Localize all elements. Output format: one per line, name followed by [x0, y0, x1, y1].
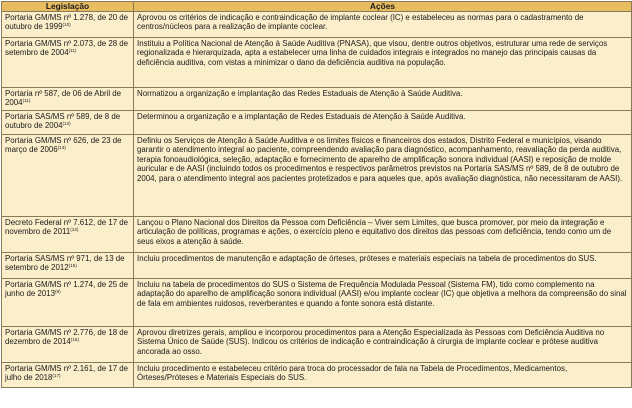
action-cell: Aprovou diretrizes gerais, ampliou e incorporou procedimentos para a Atenção Especializada às Pessoas com Deficiência Auditiva no Sistema Único de Saúde (SUS). Indicou os critérios de indicação e contraindicação à cirurgia de implante coclear e prótese auditiva ancorada ao osso.	[134, 327, 632, 363]
header-legislacao: Legislação	[2, 2, 134, 12]
reference-sup: (16)	[70, 337, 79, 343]
table-row	[2, 363, 632, 388]
action-cell: Incluiu procedimento e estabeleceu critério para troca do processador de fala na Tabela de Procedimentos, Medicamentos, Órteses/Próteses e Materiais Especiais do SUS.	[134, 363, 632, 388]
reference-sup: (8)	[55, 289, 61, 295]
reference-sup: (14)	[70, 227, 79, 233]
reference-sup: (13)	[57, 145, 66, 151]
reference-sup: (11)	[68, 48, 77, 54]
legislation-cell	[2, 111, 134, 135]
legislation-text: Portaria GM/MS nº 1.278, de 20 de outubro de 1999	[5, 13, 129, 32]
action-cell: Incluiu na tabela de procedimentos do SUS o Sistema de Frequência Modulada Pessoal (Sistema FM), tido como complemento na adaptação do aparelho de amplificação sonora individual (AASI) e/ou implante coclear (IC) que objetiva a melhora da compreensão do sinal de fala em ambientes ruidosos, reverberantes e quando a fonte sonora está distante.	[134, 279, 632, 327]
legislation-text: Decreto Federal nº 7.612, de 17 de novembro de 2011	[5, 218, 129, 237]
legislation-text: Portaria GM/MS nº 626, de 23 de março de 2006	[5, 136, 122, 155]
table-row	[2, 253, 632, 279]
action-cell: Incluiu procedimentos de manutenção e adaptação de órteses, próteses e materiais especiais na tabela de procedimentos do SUS.	[134, 253, 632, 279]
legislation-text: Portaria GM/MS nº 2.776, de 18 de dezembro de 2014	[5, 328, 129, 347]
reference-sup: (17)	[52, 373, 61, 379]
table-row	[2, 12, 632, 38]
legislation-cell	[2, 135, 134, 217]
action-cell: Aprovou os critérios de indicação e contraindicação de implante coclear (IC) e estabeleceu as normas para o cadastramento de centros/núcleos para a realização de implante coclear.	[134, 12, 632, 38]
legislation-text: Portaria nº 587, de 06 de Abril de 2004	[5, 89, 122, 108]
table-row	[2, 217, 632, 253]
reference-sup: (12)	[62, 121, 71, 127]
table-row	[2, 88, 632, 111]
action-cell: Definiu os Serviços de Atenção à Saúde Auditiva e os limites físicos e financeiros dos estados, Distrito Federal e municípios, visando garantir o atendimento integral ao paciente, compreendendo avaliação para diagnóstico, acompanhamento, reavaliação da perda auditiva, terapia fonoaudiológica, seleção, adaptação e fornecimento de aparelho de amplificação sonora individual (AASI) e reposição de molde auricular e de AASI (incluindo todos os procedimentos e respectivos parâmetros previstos na Portaria SAS/MS nº 589, de 8 de outubro de 2004, para o atendimento integral aos pacientes protetizados e para aqueles que, após avaliação diagnóstica, não necessitaram de AASI).	[134, 135, 632, 217]
legislation-cell	[2, 38, 134, 88]
reference-sup: (15)	[68, 263, 77, 269]
action-cell: Normatizou a organização e implantação das Redes Estaduais de Atenção à Saúde Auditiva.	[134, 88, 632, 111]
table-row	[2, 38, 632, 88]
reference-sup: (10)	[62, 22, 71, 28]
table-header-row	[2, 2, 632, 12]
action-cell: Instituiu a Política Nacional de Atenção à Saúde Auditiva (PNASA), que visou, dentre outros objetivos, estruturar uma rede de serviços regionalizada e hierarquizada, apta a estabelecer uma linha de cuidados integrais e integrados no manejo das principais causas da deficiência auditiva, com vistas a minimizar o dano da deficiência auditiva na população.	[134, 38, 632, 88]
table-row	[2, 279, 632, 327]
legislation-cell	[2, 253, 134, 279]
legislation-text: Portaria GM/MS nº 2.073, de 28 de setembro de 2004	[5, 39, 129, 58]
legislation-cell	[2, 327, 134, 363]
legislation-text: Portaria GM/MS nº 1.274, de 25 de junho de 2013	[5, 280, 129, 299]
reference-sup: (11)	[22, 98, 31, 104]
legislation-text: Portaria SAS/MS nº 589, de 8 de outubro de 2004	[5, 112, 121, 131]
legislation-text: Portaria SAS/MS nº 971, de 13 de setembro de 2012	[5, 254, 125, 273]
table-row	[2, 111, 632, 135]
legislation-cell	[2, 363, 134, 388]
table-row	[2, 135, 632, 217]
legislation-text: Portaria GM/MS nº 2.161, de 17 de julho de 2018	[5, 364, 129, 383]
legislation-cell	[2, 217, 134, 253]
action-cell: Determinou a organização e a implantação de Redes Estaduais de Atenção à Saúde Auditiva.	[134, 111, 632, 135]
legislation-cell	[2, 88, 134, 111]
header-acoes: Ações	[134, 2, 632, 12]
legislation-table	[1, 1, 632, 388]
action-cell: Lançou o Plano Nacional dos Direitos da Pessoa com Deficiência – Viver sem Limites, que busca promover, por meio da integração e articulação de políticas, programas e ações, o exercício pleno e equitativo dos direitos das pessoas com deficiência, tendo como um de seus eixos a atenção à saúde.	[134, 217, 632, 253]
table-row	[2, 327, 632, 363]
legislation-cell	[2, 279, 134, 327]
legislation-cell	[2, 12, 134, 38]
